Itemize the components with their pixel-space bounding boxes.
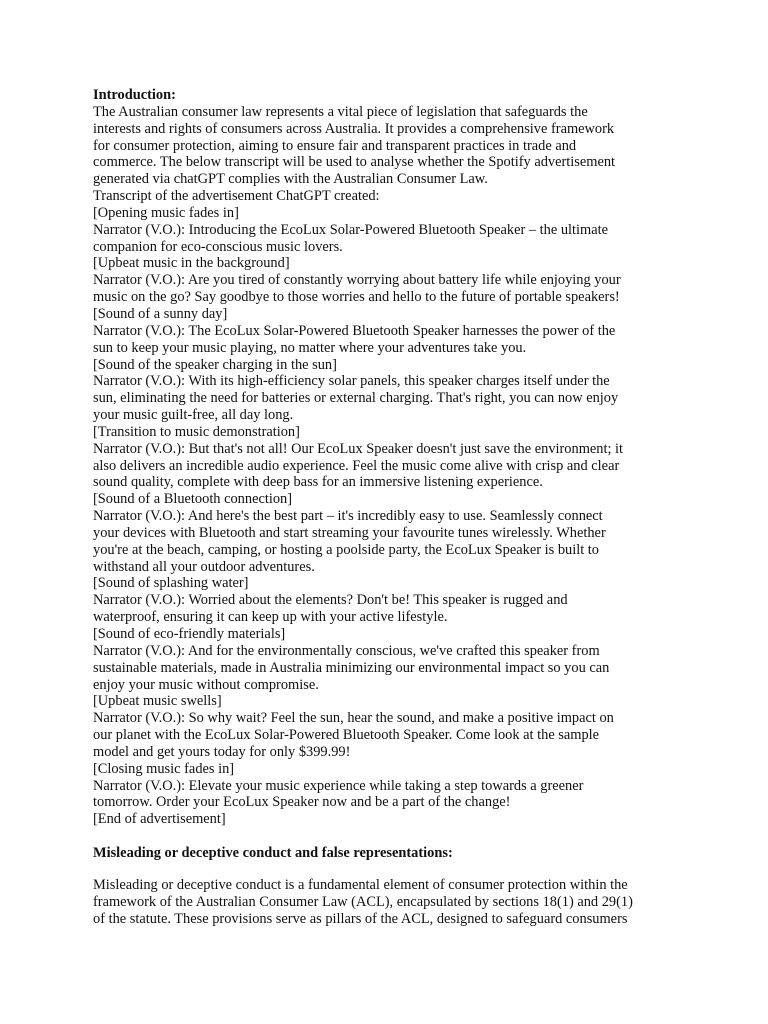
text-line: Misleading or deceptive conduct is a fundamental element of consumer protection within the [93, 876, 628, 893]
paragraph-gap [93, 862, 683, 877]
text-line: Narrator (V.O.): And for the environmentally conscious, we've crafted this speaker from [93, 642, 600, 659]
text-line: commerce. The below transcript will be used to analyse whether the Spotify advertisement [93, 154, 616, 171]
text-line: model and get yours today for only $399.99! [93, 743, 351, 760]
text-line: tomorrow. Order your EcoLux Speaker now and be a part of the change! [93, 794, 511, 811]
text-line: Narrator (V.O.): So why wait? Feel the sun, hear the sound, and make a positive impact on [93, 710, 614, 727]
text-line: our planet with the EcoLux Solar-Powered Bluetooth Speaker. Come look at the sample [93, 727, 600, 744]
text-line: enjoy your music without compromise. [93, 676, 319, 693]
text-line: [Sound of a Bluetooth connection] [93, 491, 293, 508]
text-line: [Sound of splashing water] [93, 575, 249, 592]
text-line: also delivers an incredible audio experience. Feel the music come alive with crisp and clear [93, 457, 620, 474]
text-line: your music guilt-free, all day long. [93, 407, 294, 424]
text-line: generated via chatGPT complies with the Australian Consumer Law. [93, 171, 488, 188]
text-line: Narrator (V.O.): The EcoLux Solar-Powered Bluetooth Speaker harnesses the power of the [93, 322, 616, 339]
text-line: sustainable materials, made in Australia minimizing our environmental impact so you can [93, 659, 610, 676]
text-line: Narrator (V.O.): Introducing the EcoLux Solar-Powered Bluetooth Speaker – the ultimate [93, 221, 608, 238]
text-line: [End of advertisement] [93, 811, 226, 828]
text-line: withstand all your outdoor adventures. [93, 558, 315, 575]
text-line: sun to keep your music playing, no matter where your adventures take you. [93, 339, 527, 356]
introduction-body [93, 104, 683, 828]
document-page [93, 87, 683, 928]
text-line: [Sound of the speaker charging in the sun] [93, 356, 337, 373]
text-line: Transcript of the advertisement ChatGPT created: [93, 188, 380, 205]
text-line: [Closing music fades in] [93, 760, 235, 777]
text-line: [Upbeat music in the background] [93, 255, 290, 272]
text-line: [Transition to music demonstration] [93, 423, 300, 440]
text-line: sound quality, complete with deep bass for an immersive listening experience. [93, 474, 543, 491]
text-line: Narrator (V.O.): With its high-efficiency solar panels, this speaker charges itself under the [93, 373, 610, 390]
text-line: [Sound of a sunny day] [93, 305, 228, 322]
text-line: companion for eco-conscious music lovers. [93, 238, 343, 255]
text-line: interests and rights of consumers across Australia. It provides a comprehensive framework [93, 120, 615, 137]
text-line: for consumer protection, aiming to ensure fair and transparent practices in trade and [93, 137, 577, 154]
misleading-conduct-body [93, 877, 683, 928]
text-line: [Sound of eco-friendly materials] [93, 626, 286, 642]
text-line: sun, eliminating the need for batteries or external charging. That's right, you can now enjoy [93, 390, 619, 407]
text-line: [Upbeat music swells] [93, 693, 222, 710]
paragraph-gap [93, 828, 683, 845]
text-line: Narrator (V.O.): Elevate your music experience while taking a step towards a greener [93, 777, 584, 794]
text-line: The Australian consumer law represents a vital piece of legislation that safeguards the [93, 103, 588, 120]
text-line: framework of the Australian Consumer Law (ACL), encapsulated by sections 18(1) and 29(1) [93, 893, 633, 910]
text-line: music on the go? Say goodbye to those worries and hello to the future of portable speakers! [93, 289, 620, 306]
text-line: Narrator (V.O.): But that's not all! Our EcoLux Speaker doesn't just save the environment; it [93, 440, 624, 457]
text-line: waterproof, ensuring it can keep up with your active lifestyle. [93, 609, 448, 626]
introduction-heading: Introduction: [93, 87, 176, 103]
text-line: [Opening music fades in] [93, 204, 239, 221]
text-line: Narrator (V.O.): Are you tired of constantly worrying about battery life while enjoying your [93, 272, 621, 289]
misleading-conduct-heading: Misleading or deceptive conduct and false representations: [93, 845, 453, 862]
text-line: of the statute. These provisions serve as pillars of the ACL, designed to safeguard consumers [93, 910, 628, 927]
text-line: your devices with Bluetooth and start streaming your favourite tunes wirelessly. Whether [93, 524, 606, 541]
text-line: Narrator (V.O.): And here's the best part – it's incredibly easy to use. Seamlessly connect [93, 508, 603, 525]
text-line: you're at the beach, camping, or hosting a poolside party, the EcoLux Speaker is built to [93, 541, 599, 558]
text-line: Narrator (V.O.): Worried about the elements? Don't be! This speaker is rugged and [93, 592, 568, 609]
